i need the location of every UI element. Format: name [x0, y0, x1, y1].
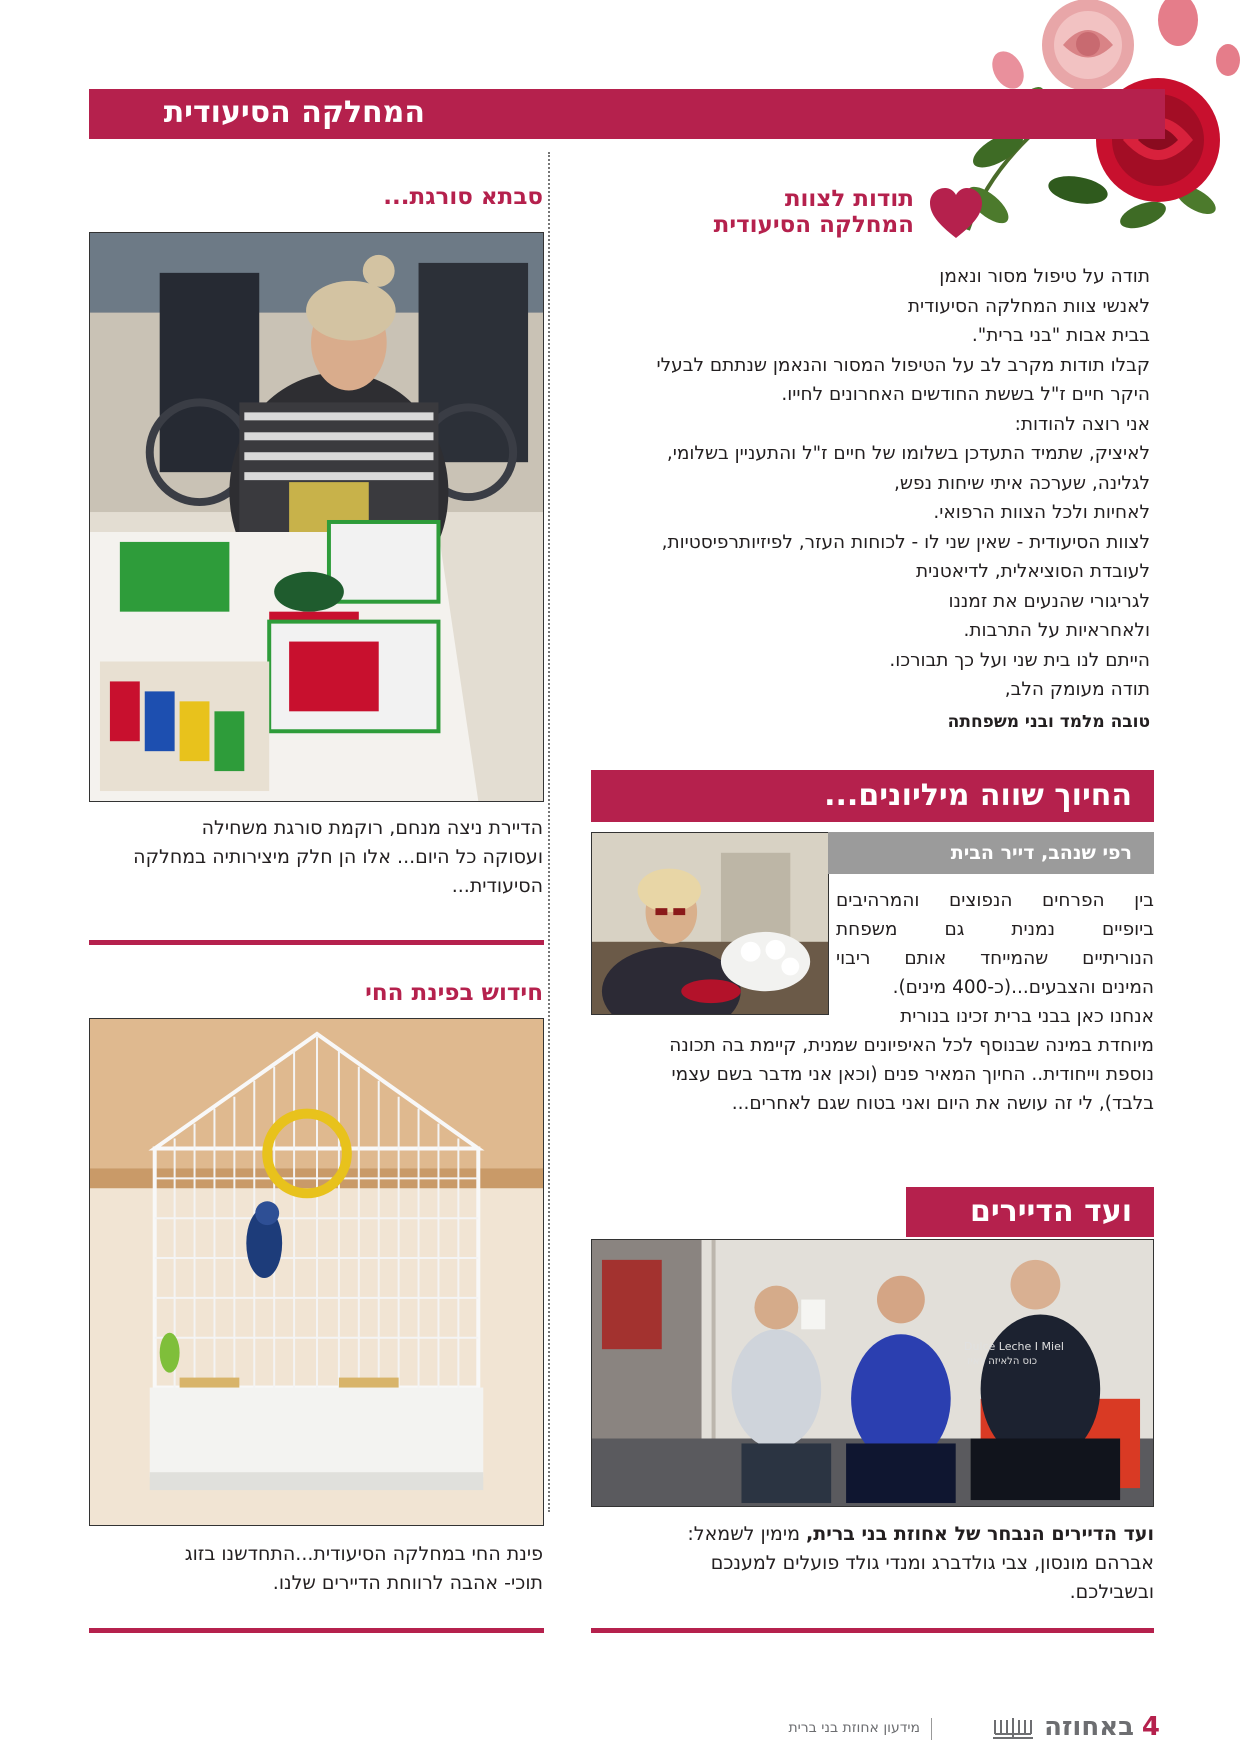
shirt-print: כוס הלאיזה לאיז	[967, 1356, 1038, 1367]
committee-photo	[591, 1239, 1154, 1507]
letter-line: ולאחראיות על התרבות.	[963, 620, 1150, 641]
letter-line: בבית אבות "בני ברית".	[971, 325, 1150, 346]
letter-signature: טובה מלמד ובני משפחתה	[947, 712, 1150, 732]
section-banner	[89, 89, 1165, 139]
knitting-resident-photo	[89, 232, 544, 802]
pets-caption	[88, 1540, 543, 1598]
heart-icon	[928, 186, 984, 242]
thanks-letter	[510, 262, 1150, 705]
caption-line: תוכי- אהבה לרווחת הדיירים שלנו.	[272, 1572, 543, 1594]
magazine-logo	[991, 1712, 1134, 1742]
letter-line: אני רוצה להודות:	[1014, 413, 1150, 435]
caption-bold: ועד הדיירים הנבחר של אחוזת בני ברית,	[806, 1523, 1154, 1545]
caption-line: אברהם מונסון, צבי גולדברג ומנדי גולד פועלים למענכם	[710, 1552, 1154, 1574]
committee-caption	[584, 1520, 1154, 1607]
para-line: אנחנו כאן בבני ברית זכינו בנורית	[900, 1006, 1154, 1027]
para-line: מיוחדת במינה שבנוסף לכל האיפיונים שמנית, קיימת בה תכונה	[669, 1035, 1154, 1056]
grandma-section-title: סבתא סורגת...	[383, 184, 543, 210]
grandma-caption	[88, 814, 543, 901]
shirt-print: Dulce Leche I Miel	[964, 1340, 1064, 1353]
letter-line: לאיציק, שתמיד התעדכן בשלומו של חיים ז"ל והתעניין בשלומי,	[666, 443, 1150, 464]
smile-text-narrow	[836, 886, 1154, 1031]
caption-rest: מימין לשמאל:	[687, 1523, 807, 1545]
letter-line: לאנשי צוות המחלקה הסיעודית	[907, 295, 1150, 317]
letter-line: הייתם לנו בית שני ועל כך תבורכו.	[889, 649, 1150, 671]
thanks-title-line1: תודות לצוות	[784, 186, 914, 212]
pets-section-title: חידוש בפינת החי	[365, 980, 543, 1006]
parrot-cage-photo	[89, 1018, 544, 1526]
caption-line: ובשבילכם.	[1069, 1581, 1154, 1603]
caption-line: פינת החי במחלקה הסיעודית...התחדשנו בזוג	[184, 1543, 543, 1565]
section-title: המחלקה הסיעודית	[163, 95, 425, 130]
menorah-icon	[991, 1716, 1035, 1740]
footer-subtitle: מידעון אחוזת בני ברית	[788, 1720, 920, 1736]
para-line: ביופיים נמנית גם משפחת	[836, 919, 1154, 940]
letter-line: לגלינה, שערכה איתי שיחות נפש,	[894, 472, 1150, 494]
section-rule	[591, 1628, 1154, 1633]
section-rule	[89, 940, 544, 945]
logo-text: באחוזה	[1044, 1712, 1134, 1742]
para-line: בין הפרחים הנפוצים והמרהיבים	[836, 890, 1154, 911]
smile-text-wide	[584, 1031, 1154, 1118]
thanks-title-line2: המחלקה הסיעודית	[713, 212, 914, 238]
letter-line: קבלו תודות מקרב לב על הטיפול המסור והנאמן שנתתם לבעלי	[656, 354, 1150, 376]
caption-line: הסיעודית...	[451, 875, 543, 897]
letter-line: לצוות הסיעודית - שאין שני לו - לכוחות העזר, לפיזיותרפיסטיות,	[661, 531, 1150, 553]
caption-line: ועסוקה כל היום... אלו הן חלק מיצירותיה במחלקה	[133, 846, 543, 868]
letter-line: לגריגורי שהנעים את זמננו	[948, 590, 1150, 612]
article-byline: רפי שנהב, דייר הבית	[828, 832, 1154, 874]
para-line: הנוריתיים שהמייחד אותם ריבוי	[836, 948, 1154, 969]
page-footer	[780, 1712, 1160, 1744]
caption-line	[584, 1520, 1154, 1549]
letter-line: היקר חיים ז"ל בששת החודשים האחרונים לחייו.	[781, 384, 1150, 405]
resident-photo-smile	[591, 832, 829, 1015]
letter-line: תודה מעומק הלב,	[1004, 679, 1150, 700]
letter-line: תודה על טיפול מסור ונאמן	[939, 266, 1150, 287]
letter-line: לעובדת הסוציאלית, לדיאטנית	[916, 561, 1150, 582]
section-rule	[89, 1628, 544, 1633]
footer-separator	[931, 1718, 932, 1740]
para-line: נוספת וייחודית.. החיוך המאיר פנים (וכאן אני מדבר בשם עצמי	[671, 1064, 1154, 1085]
letter-line: לאחיות ולכל הצוות הרפואי.	[933, 502, 1150, 523]
smile-section-title: החיוך שווה מיליונים...	[591, 770, 1154, 822]
para-line: המינים והצבעים...(כ-400 מינים).	[892, 977, 1154, 998]
para-line: בלבד), לי זה עושה את היום ואני בטוח שגם לאחרים...	[731, 1093, 1154, 1114]
caption-line: הדיירת ניצה מנחם, רוקמת סורגת משחילה	[201, 817, 543, 839]
committee-section-title: ועד הדיירים	[906, 1187, 1154, 1237]
page-number: 4	[1141, 1712, 1160, 1742]
